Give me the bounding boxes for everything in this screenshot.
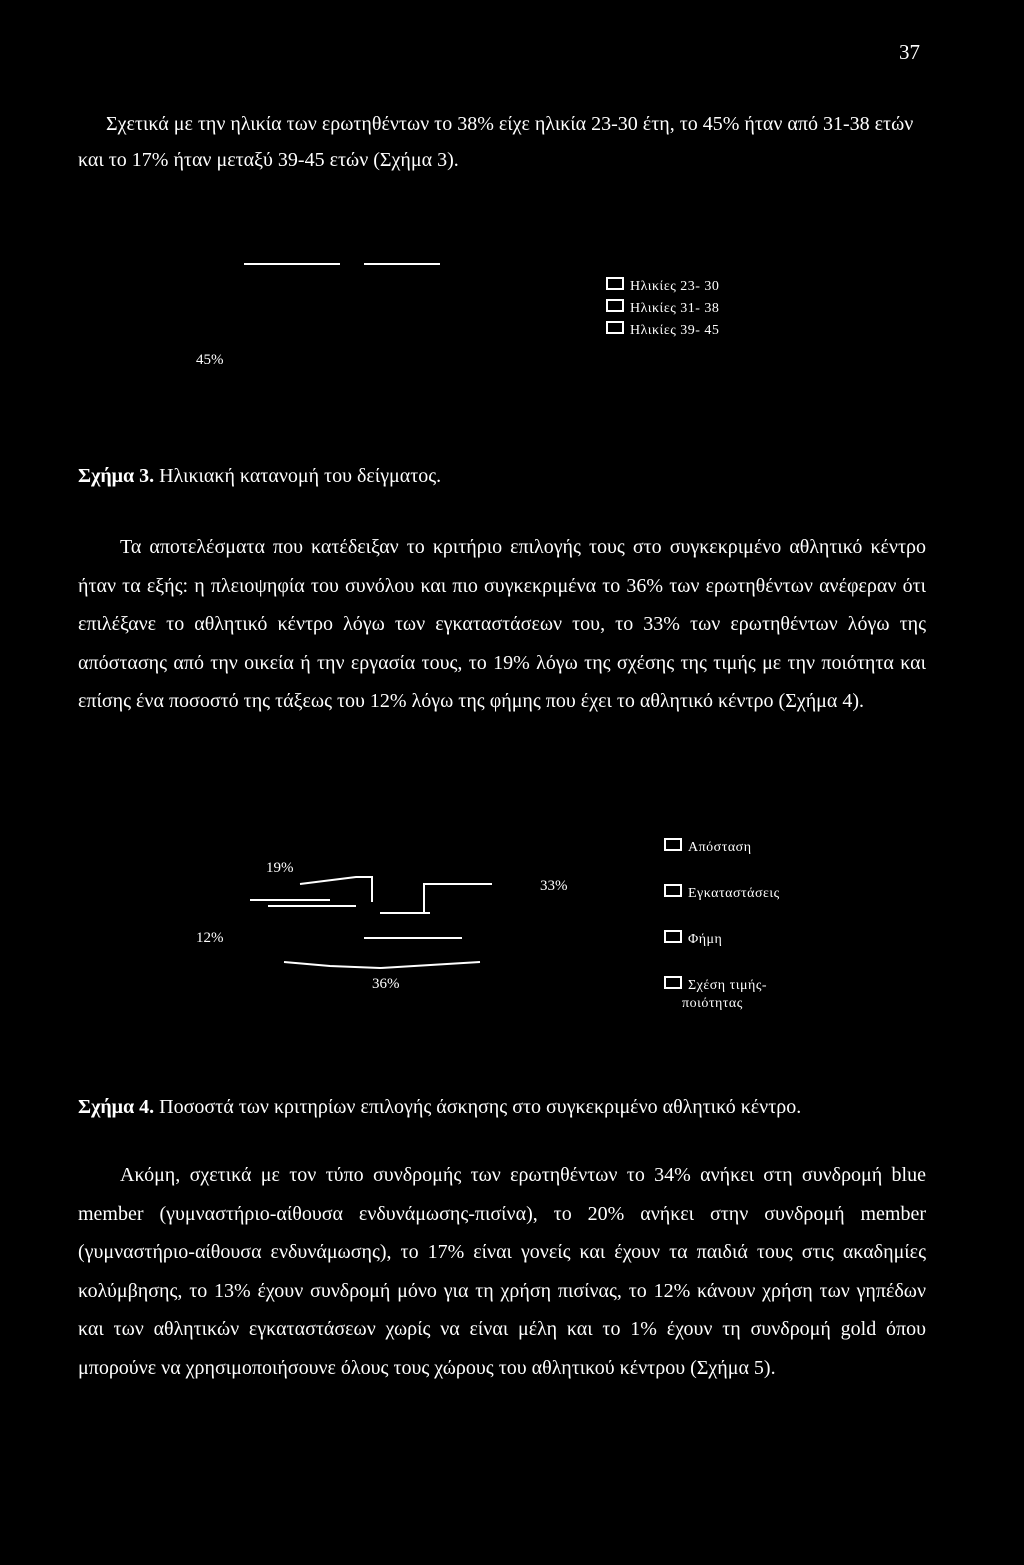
slice-label-36: 36% [372,976,400,992]
figure-3-caption: Σχήμα 3. Ηλικιακή κατανομή του δείγματος. [78,465,442,487]
slice-label-19: 19% [266,860,294,876]
legend-swatch-icon [664,930,682,943]
slice-label-12: 12% [196,930,224,946]
paragraph-age: Σχετικά με την ηλικία των ερωτηθέντων το 38% είχε ηλικία 23-30 έτη, το 45% ήταν από 31-38 ετών και το 17% ήταν μεταξύ 39-45 ετών (Σχήμα 3). [78,113,914,171]
legend-item: Ηλικίες 39- 45 [606,320,719,342]
legend-swatch-icon [664,976,682,989]
legend-swatch-icon [664,838,682,851]
legend-item-continuation: ποιότητας [682,996,743,1011]
legend-item: Απόσταση [664,838,780,884]
paragraph-criteria: Τα αποτελέσματα που κατέδειξαν το κριτήριο επιλογής τους στο συγκεκριμένο αθλητικό κέντρο ήταν τα εξής: η πλειοψηφία του συνόλου και πιο συγκεκριμένα το 36% των ερωτηθέντων ανέφεραν ότι επιλέξανε το αθλητικό κέντρο λόγω των εγκαταστάσεων του, το 33% των ερωτηθέντων λόγω της απόστασης από την οικεία ή την εργασία τους, το 19% λόγω της σχέσης της τιμής με την ποιότητα και επίσης ένα ποσοστό της τάξεως του 12% λόγω της φήμης που έχει το αθλητικό κέντρο (Σχήμα 4). [78,536,926,712]
legend-item: Ηλικίες 31- 38 [606,298,719,320]
legend-item: Σχέση τιμής- [664,976,780,994]
paragraph-membership: Ακόμη, σχετικά με τον τύπο συνδρομής των ερωτηθέντων το 34% ανήκει στη συνδρομή blue member (γυμναστήριο-αίθουσα ενδυνάμωσης-πισίνα), το 20% ανήκει στην συνδρομή member (γυμναστήριο-αίθουσα ενδυνάμωσης), το 17% είναι γονείς και έχουν τα παιδιά τους στις ακαδημίες κολύμβησης, το 13% έχουν συνδρομή μόνο για τη χρήση πισίνας, το 12% κάνουν χρήση των γηπέδων και των αθλητικών εγκαταστάσεων χωρίς να είναι μέλη και το 1% έχουν τη συνδρομή gold όπου μπορούνε να χρησιμοποιήσουνε όλους τους χώρους του αθλητικού κέντρου (Σχήμα 5). [78,1164,926,1379]
figure-4-caption: Σχήμα 4. Ποσοστά των κριτηρίων επιλογής άσκησης στο συγκεκριμένο αθλητικό κέντρο. [78,1096,802,1118]
legend-swatch-icon [664,884,682,897]
page-number: 37 [899,40,920,64]
slice-label-33: 33% [540,878,568,894]
legend-item: Εγκαταστάσεις [664,884,780,930]
legend-item: Φήμη [664,930,780,976]
legend-item: Ηλικίες 23- 30 [606,276,719,298]
slice-label-45: 45% [196,352,224,368]
figure-4-legend [664,838,780,1012]
